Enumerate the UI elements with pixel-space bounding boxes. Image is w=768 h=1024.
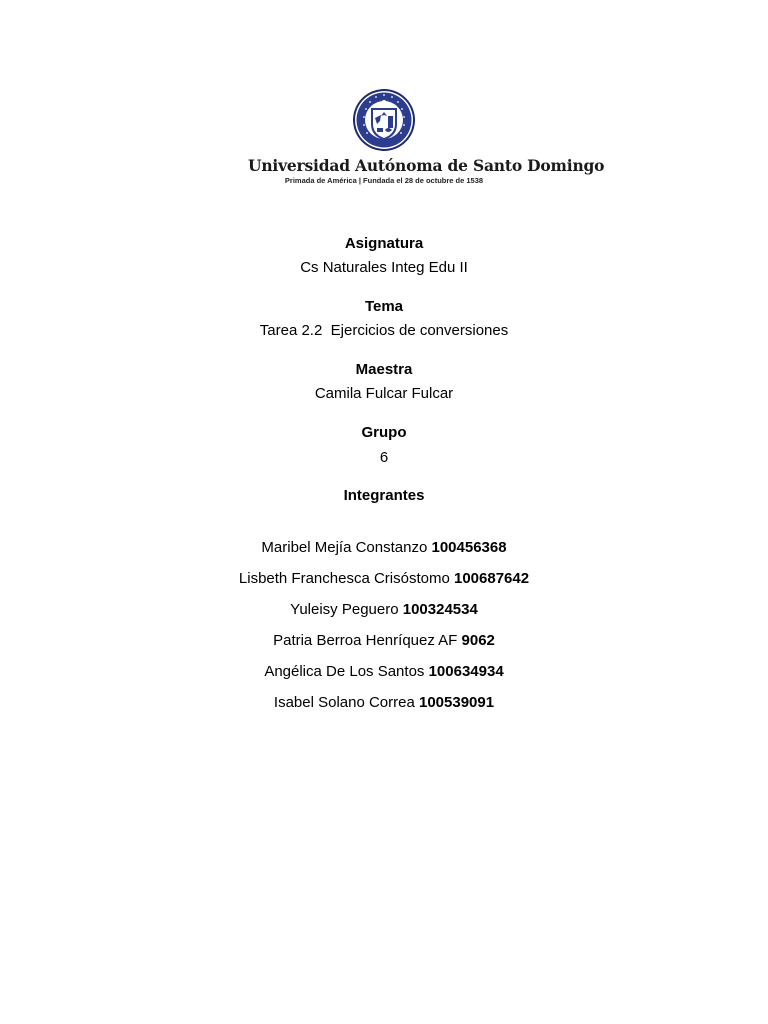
member-id: 100539091 (419, 694, 495, 711)
tema-label: Tema (364, 298, 404, 315)
member-id: 100456368 (431, 539, 507, 556)
member-id: 100687642 (454, 570, 530, 587)
asignatura-label: Asignatura (344, 235, 424, 252)
university-logo (248, 88, 605, 192)
university-name: Universidad Autónoma de Santo Domingo (248, 156, 605, 175)
tema-value: Tarea 2.2 Ejercicios de conversiones (259, 322, 509, 339)
maestra-value: Camila Fulcar Fulcar (314, 385, 454, 402)
grupo-value: 6 (379, 449, 389, 466)
member-name: Patria Berroa Henríquez AF (273, 632, 458, 649)
member-row (0, 694, 768, 712)
integrantes-label: Integrantes (343, 487, 425, 504)
member-id: 9062 (461, 632, 495, 649)
member-row (0, 601, 768, 619)
member-id: 100634934 (428, 663, 504, 680)
university-motto: Primada de América | Fundada el 28 de octubre de 1538 (284, 176, 484, 185)
grupo-label: Grupo (361, 424, 407, 441)
member-row (0, 663, 768, 681)
member-row (0, 570, 768, 588)
member-name: Yuleisy Peguero (290, 601, 399, 618)
university-seal-icon (352, 88, 416, 152)
member-row (0, 539, 768, 557)
member-name: Lisbeth Franchesca Crisóstomo (238, 570, 450, 587)
member-id: 100324534 (402, 601, 478, 618)
member-name: Maribel Mejía Constanzo (261, 539, 428, 556)
asignatura-value: Cs Naturales Integ Edu II (300, 259, 468, 276)
member-name: Isabel Solano Correa (273, 694, 415, 711)
member-row (0, 632, 768, 650)
member-name: Angélica De Los Santos (264, 663, 425, 680)
maestra-label: Maestra (355, 361, 413, 378)
